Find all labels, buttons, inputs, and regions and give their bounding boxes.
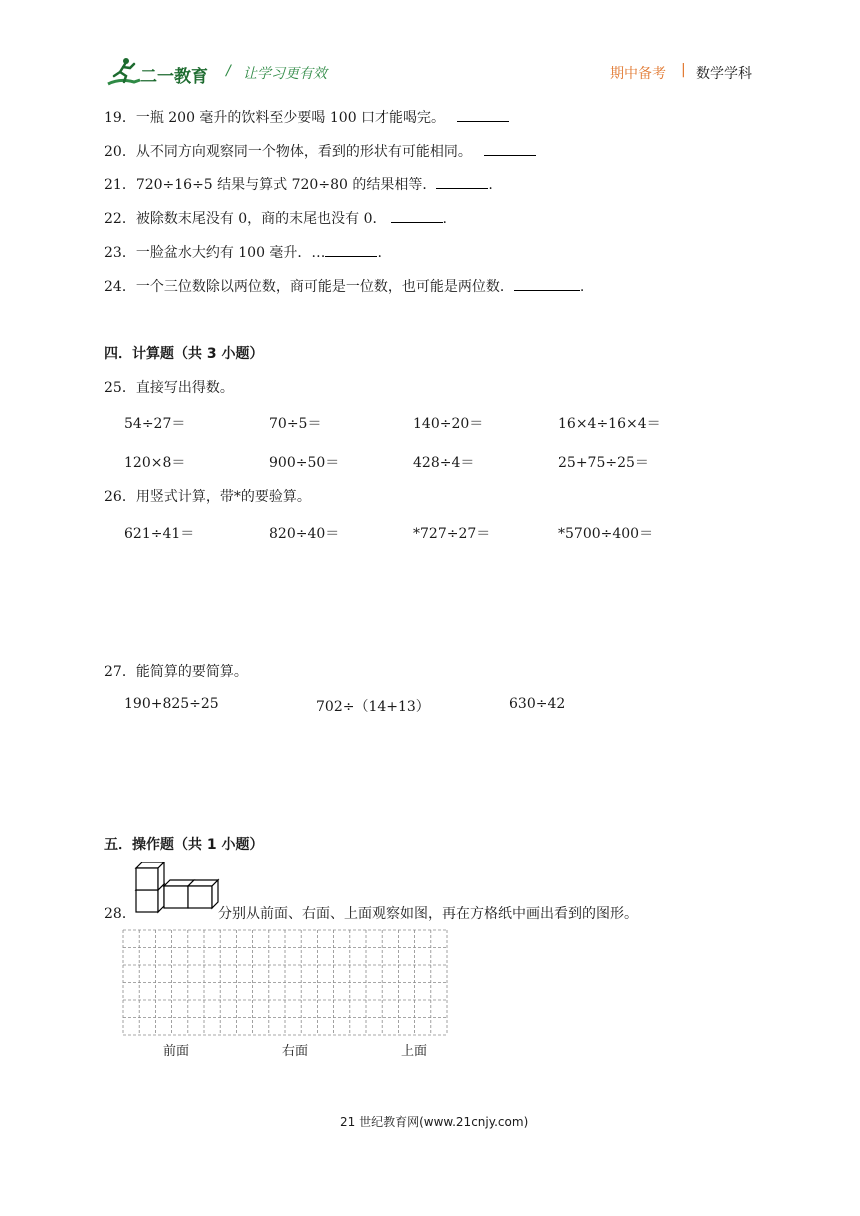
footer: 21 世纪教育网(www.21cnjy.com) bbox=[340, 1115, 529, 1129]
question-20: 20．从不同方向观察同一个物体，看到的形状有可能相同。 bbox=[104, 141, 536, 161]
calc-item: 140÷20＝ bbox=[413, 416, 484, 432]
square-grid-paper[interactable] bbox=[122, 929, 448, 1037]
question-26: 26．用竖式计算，带*的要验算。 bbox=[104, 489, 311, 505]
vertical-calc-item: *5700÷400＝ bbox=[558, 526, 654, 542]
vertical-calc-item: *727÷27＝ bbox=[413, 526, 491, 542]
question-21: 21．720÷16÷5 结果与算式 720÷80 的结果相等． . bbox=[104, 174, 493, 194]
calc-item: 428÷4＝ bbox=[413, 455, 475, 471]
answer-blank[interactable] bbox=[325, 242, 377, 257]
header-divider: | bbox=[681, 62, 686, 78]
question-28-text: 分别从前面、右面、上面观察如图，再在方格纸中画出看到的图形。 bbox=[218, 906, 638, 922]
question-23: 23．一脸盆水大约有 100 毫升．… . bbox=[104, 242, 382, 262]
cube-stack-figure bbox=[132, 862, 222, 916]
logo bbox=[104, 56, 208, 88]
calc-item: 25+75÷25＝ bbox=[558, 455, 649, 471]
calc-item: 120×8＝ bbox=[124, 455, 186, 471]
section-4-title: 四．计算题（共 3 小题） bbox=[104, 346, 264, 362]
slogan: 让学习更有效 bbox=[243, 66, 327, 82]
question-25: 25．直接写出得数。 bbox=[104, 380, 234, 396]
grid-label-top: 上面 bbox=[401, 1044, 428, 1059]
grid-label-right: 右面 bbox=[282, 1044, 309, 1059]
question-27: 27．能简算的要简算。 bbox=[104, 664, 248, 680]
question-22: 22．被除数末尾没有 0，商的末尾也没有 0． . bbox=[104, 208, 447, 228]
simplify-item: 630÷42 bbox=[509, 696, 566, 712]
calc-item: 900÷50＝ bbox=[269, 455, 340, 471]
runner-logo-icon bbox=[104, 56, 144, 88]
calc-item: 16×4÷16×4＝ bbox=[558, 416, 661, 432]
answer-blank[interactable] bbox=[514, 276, 580, 291]
subject-label: 数学学科 bbox=[696, 66, 752, 82]
question-24: 24．一个三位数除以两位数，商可能是一位数，也可能是两位数． . bbox=[104, 276, 584, 296]
question-19: 19．一瓶 200 毫升的饮料至少要喝 100 口才能喝完。 bbox=[104, 107, 509, 127]
simplify-item: 190+825÷25 bbox=[124, 696, 219, 712]
grid-label-front: 前面 bbox=[163, 1044, 190, 1059]
answer-blank[interactable] bbox=[484, 141, 536, 156]
logo-text: 二一教育 bbox=[140, 67, 208, 87]
calc-item: 70÷5＝ bbox=[269, 416, 322, 432]
exam-label: 期中备考 bbox=[610, 66, 666, 82]
slogan-separator: / bbox=[226, 63, 231, 79]
simplify-item: 702÷（14+13） bbox=[316, 699, 430, 715]
answer-blank[interactable] bbox=[436, 174, 488, 189]
vertical-calc-item: 820÷40＝ bbox=[269, 526, 340, 542]
section-5-title: 五．操作题（共 1 小题） bbox=[104, 837, 264, 853]
answer-blank[interactable] bbox=[457, 107, 509, 122]
answer-blank[interactable] bbox=[391, 208, 443, 223]
calc-item: 54÷27＝ bbox=[124, 416, 186, 432]
question-28-number: 28． bbox=[104, 906, 136, 922]
vertical-calc-item: 621÷41＝ bbox=[124, 526, 195, 542]
